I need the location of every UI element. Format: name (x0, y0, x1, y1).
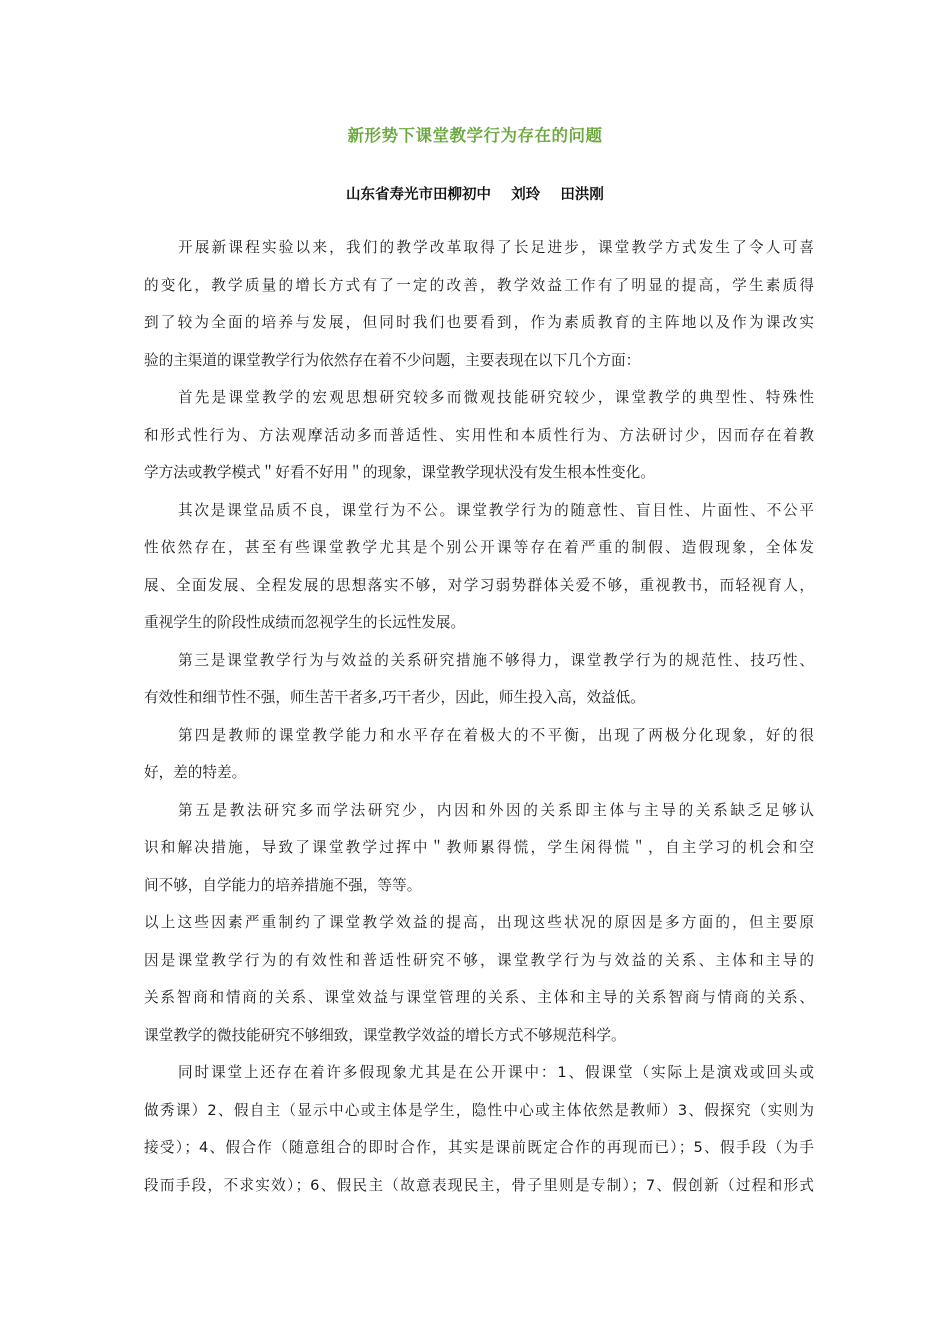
body-line: 好，差的特差。 (144, 764, 247, 781)
body-line: 第四是教师的课堂教学能力和水平存在着极大的不平衡，出现了两极分化现象，好的很 (178, 726, 814, 744)
body-line: 的变化，教学质量的增长方式有了一定的改善，教学效益工作有了明显的提高，学生素质得 (144, 276, 814, 294)
body-line: 段而手段，不求实效）；6、假民主（故意表现民主，骨子里则是专制）；7、假创新（过程和形式 (144, 1176, 814, 1194)
body-line: 识和解决措施，导致了课堂教学过挥中＂教师累得慌，学生闲得慌＂，自主学习的机会和空 (144, 839, 814, 856)
body-line: 展、全面发展、全程发展的思想落实不够，对学习弱势群体关爱不够，重视教书，而轻视育人， (144, 576, 814, 594)
body-line: 其次是课堂品质不良，课堂行为不公。课堂教学行为的随意性、盲目性、片面性、不公平 (178, 501, 814, 519)
body-line: 同时课堂上还存在着许多假现象尤其是在公开课中：1、假课堂（实际上是演戏或回头或 (178, 1064, 814, 1081)
body-line: 学方法或教学模式＂好看不好用＂的现象，课堂教学现状没有发生根本性变化。 (144, 464, 655, 481)
body-line: 验的主渠道的课堂教学行为依然存在着不少问题，主要表现在以下几个方面： (144, 351, 641, 369)
document-author: 山东省寿光市田柳初中 刘玲 田洪刚 (346, 187, 604, 203)
document-body (144, 236, 814, 1211)
body-line: 因是课堂教学行为的有效性和普适性研究不够，课堂教学行为与效益的关系、主体和主导的 (144, 951, 814, 969)
body-line: 关系智商和情商的关系、课堂效益与课堂管理的关系、主体和主导的关系智商与情商的关系、 (144, 989, 814, 1006)
body-line: 以上这些因素严重制约了课堂教学效益的提高，出现这些状况的原因是多方面的，但主要原 (144, 914, 814, 931)
body-line: 和形式性行为、方法观摩活动多而普适性、实用性和本质性行为、方法研讨少，因而存在着教 (144, 426, 814, 444)
body-line: 做秀课）2、假自主（显示中心或主体是学生，隐性中心或主体依然是教师）3、假探究（实则为 (144, 1101, 814, 1119)
body-line: 开展新课程实验以来，我们的教学改革取得了长足进步，课堂教学方式发生了令人可喜 (178, 239, 814, 256)
body-line: 到了较为全面的培养与发展，但同时我们也要看到，作为素质教育的主阵地以及作为课改实 (144, 314, 814, 331)
body-line: 间不够，自学能力的培养措施不强，等等。 (144, 876, 422, 894)
body-line: 第三是课堂教学行为与效益的关系研究措施不够得力，课堂教学行为的规范性、技巧性、 (178, 651, 814, 669)
document-title: 新形势下课堂教学行为存在的问题 (347, 126, 603, 145)
body-line: 性依然存在，甚至有些课堂教学尤其是个别公开课等存在着严重的制假、造假现象，全体发 (144, 539, 814, 556)
body-line: 首先是课堂教学的宏观思想研究较多而微观技能研究较少，课堂教学的典型性、特殊性 (178, 389, 814, 406)
body-line: 接受）；4、假合作（随意组合的即时合作，其实是课前既定合作的再现而已）；5、假手段（为手 (144, 1139, 814, 1156)
body-line: 有效性和细节性不强，师生苦干者多,巧干者少，因此，师生投入高，效益低。 (144, 689, 645, 706)
body-line: 重视学生的阶段性成绩而忽视学生的长远性发展。 (144, 614, 466, 631)
body-line: 第五是教法研究多而学法研究少，内因和外因的关系即主体与主导的关系缺乏足够认 (178, 801, 814, 819)
body-line: 课堂教学的微技能研究不够细致，课堂教学效益的增长方式不够规范科学。 (144, 1026, 626, 1044)
